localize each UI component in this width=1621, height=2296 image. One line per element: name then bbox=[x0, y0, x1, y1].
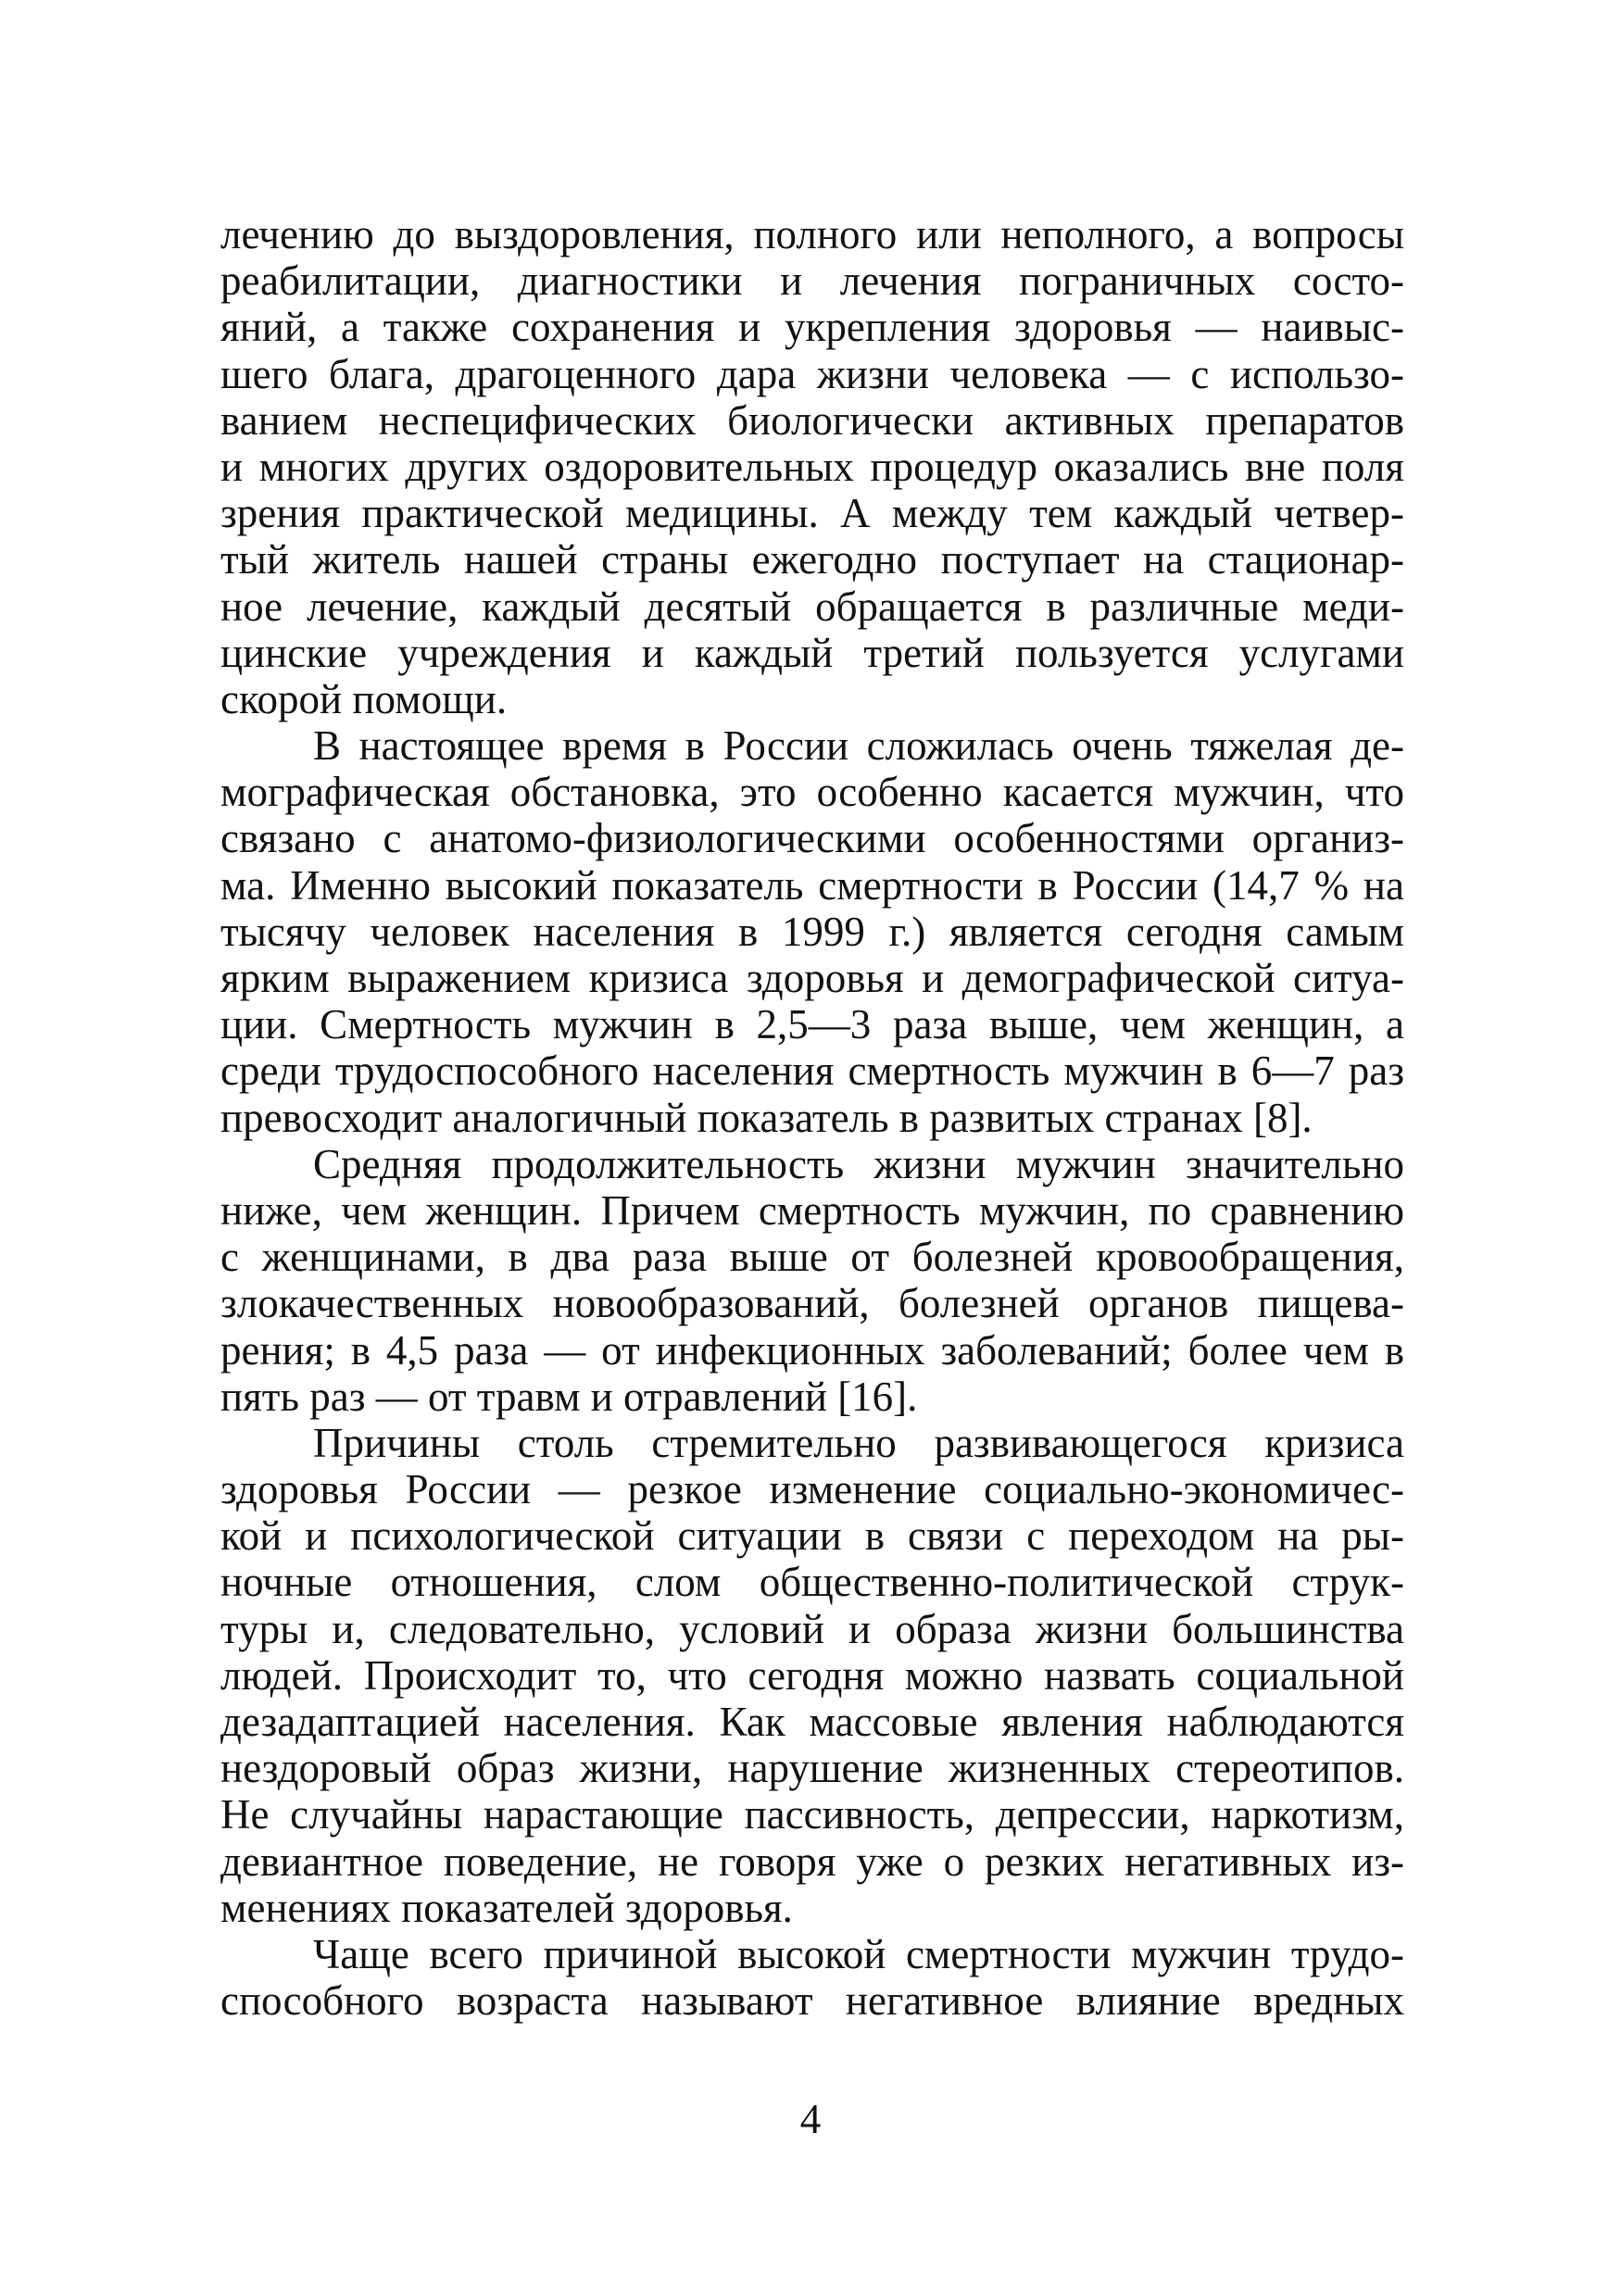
text-line: ванием неспецифических биологически активных препаратов bbox=[220, 396, 1404, 444]
text-line: Не случайны нарастающие пассивность, депрессии, наркотизм, bbox=[220, 1791, 1404, 1838]
text-line: кой и психологической ситуации в связи с переходом на ры- bbox=[220, 1512, 1404, 1560]
text-line: связано с анатомо-физиологическими особенностями организ- bbox=[220, 815, 1404, 862]
page-number: 4 bbox=[799, 2096, 822, 2142]
paragraph bbox=[220, 1931, 1404, 2024]
paragraph bbox=[220, 1141, 1404, 1420]
text-line: здоровья России — резкое изменение социально-экономичес- bbox=[220, 1466, 1404, 1513]
text-line: ное лечение, каждый десятый обращается в различные меди- bbox=[220, 583, 1404, 630]
text-line: зрения практической медицины. А между тем каждый четвер- bbox=[220, 490, 1404, 537]
text-line: ции. Смертность мужчин в 2,5—3 раза выше, чем женщин, а bbox=[220, 1001, 1404, 1048]
text-line: людей. Происходит то, что сегодня можно назвать социальной bbox=[220, 1651, 1404, 1699]
text-line: нездоровый образ жизни, нарушение жизненных стереотипов. bbox=[220, 1745, 1404, 1792]
text-line: ма. Именно высокий показатель смертности в России (14,7 % на bbox=[220, 861, 1404, 909]
text-line: реабилитации, диагностики и лечения пограничных состо- bbox=[220, 257, 1404, 305]
text-line: яний, а также сохранения и укрепления здоровья — наивыс- bbox=[220, 304, 1404, 351]
text-line: Причины столь стремительно развивающегося кризиса bbox=[313, 1419, 1404, 1466]
text-line: среди трудоспособного населения смертность мужчин в 6—7 раз bbox=[220, 1048, 1404, 1095]
text-line: ниже, чем женщин. Причем смертность мужчин, по сравнению bbox=[220, 1186, 1404, 1234]
text-line: тысячу человек населения в 1999 г.) является сегодня самым bbox=[220, 908, 1404, 955]
text-line: рения; в 4,5 раза — от инфекционных заболеваний; более чем в bbox=[220, 1326, 1404, 1374]
text-line: скорой помощи. bbox=[220, 675, 508, 722]
text-line: способного возраста называют негативное влияние вредных bbox=[220, 1977, 1404, 2025]
text-line: девиантное поведение, не говоря уже о резких негативных из- bbox=[220, 1838, 1404, 1885]
text-line: злокачественных новообразований, болезней органов пищева- bbox=[220, 1280, 1404, 1327]
text-line: ночные отношения, слом общественно-политической струк- bbox=[220, 1559, 1404, 1606]
text-line: цинские учреждения и каждый третий пользуется услугами bbox=[220, 629, 1404, 676]
text-line: шего блага, драгоценного дара жизни человека — с использо- bbox=[220, 350, 1404, 397]
text-line: ярким выражением кризиса здоровья и демографической ситуа- bbox=[220, 955, 1404, 1001]
text-line: пять раз — от травм и отравлений [16]. bbox=[220, 1373, 918, 1420]
text-line: тый житель нашей страны ежегодно поступает на стационар- bbox=[220, 536, 1404, 583]
text-line: менениях показателей здоровья. bbox=[220, 1884, 793, 1931]
paragraph bbox=[220, 722, 1404, 1141]
text-line: дезадаптацией населения. Как массовые явления наблюдаются bbox=[220, 1699, 1404, 1745]
text-line: Чаще всего причиной высокой смертности мужчин трудо- bbox=[313, 1930, 1404, 1977]
text-line: В настоящее время в России сложилась очень тяжелая де- bbox=[313, 722, 1404, 770]
text-line: Средняя продолжительность жизни мужчин значительно bbox=[313, 1140, 1404, 1187]
text-line: превосходит аналогичный показатель в развитых странах [8]. bbox=[220, 1094, 1313, 1141]
body-text bbox=[220, 211, 1404, 2024]
text-line: мографическая обстановка, это особенно касается мужчин, что bbox=[220, 769, 1404, 816]
text-line: лечению до выздоровления, полного или неполного, а вопросы bbox=[220, 211, 1404, 257]
paragraph bbox=[220, 211, 1404, 722]
text-line: с женщинами, в два раза выше от болезней кровообращения, bbox=[220, 1234, 1404, 1281]
text-line: туры и, следовательно, условий и образа жизни большинства bbox=[220, 1605, 1404, 1652]
paragraph bbox=[220, 1420, 1404, 1931]
text-line: и многих других оздоровительных процедур оказались вне поля bbox=[220, 443, 1404, 490]
